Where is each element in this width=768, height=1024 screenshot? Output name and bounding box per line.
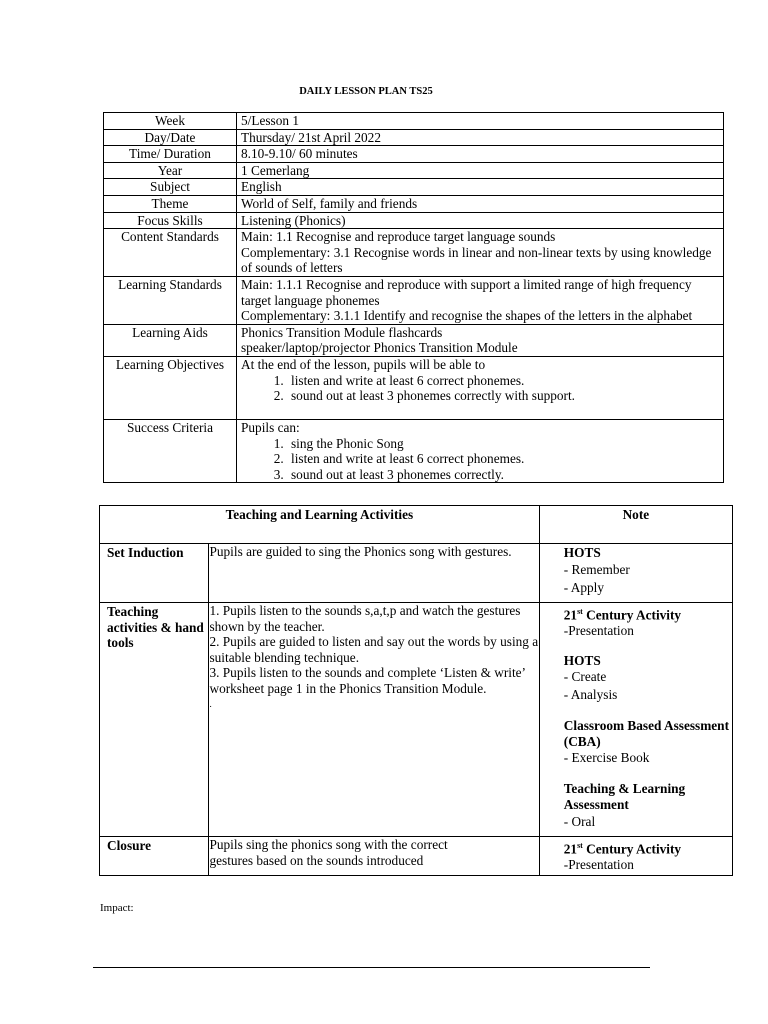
closure-note	[539, 837, 732, 876]
success-criteria-label: Success Criteria	[104, 419, 237, 482]
objectives-intro: At the end of the lesson, pupils will be able to	[241, 356, 486, 372]
teaching-label: Teaching activities & hand tools	[100, 603, 209, 837]
step-dot: .	[209, 698, 212, 709]
note-item: - Create	[563, 669, 607, 685]
step-2: 2. Pupils are guided to listen and say out the words by using a suitable blending technique.	[209, 634, 539, 665]
subject-label: Subject	[104, 179, 237, 196]
set-induction-note	[539, 544, 732, 603]
note-item: - Apply	[563, 579, 605, 595]
table-row	[104, 324, 724, 356]
time-label: Time/ Duration	[104, 146, 237, 163]
closure-label: Closure	[100, 837, 209, 876]
table-row	[104, 276, 724, 324]
table-row	[104, 146, 724, 163]
learning-aids-label: Learning Aids	[104, 324, 237, 356]
success-intro: Pupils can:	[241, 419, 300, 435]
learning-standards-value	[237, 276, 724, 324]
list-item: 1. listen and write at least 6 correct phonemes.	[287, 373, 719, 389]
theme-label: Theme	[104, 195, 237, 212]
closure-text	[209, 837, 539, 876]
day-value: Thursday/ 21st April 2022	[237, 129, 724, 146]
learning-aids-value	[237, 324, 724, 356]
learning-objectives-value	[237, 356, 724, 419]
note-item: - Analysis	[563, 687, 618, 703]
content-complementary: Complementary: 3.1 Recognise words in linear and non-linear texts by using knowledge of sounds of letters	[241, 244, 712, 276]
step-1: 1. Pupils listen to the sounds s,a,t,p and watch the gestures shown by the teacher.	[209, 603, 521, 634]
aids-line-2: speaker/laptop/projector Phonics Transition Module	[241, 340, 518, 356]
table-row	[104, 195, 724, 212]
learning-standards-label: Learning Standards	[104, 276, 237, 324]
aids-line-1: Phonics Transition Module flashcards	[241, 324, 443, 340]
note-21st-title: 21st Century Activity	[563, 841, 682, 857]
table-row	[100, 603, 733, 837]
content-standards-label: Content Standards	[104, 229, 237, 277]
note-item: - Oral	[563, 813, 596, 829]
table-row	[104, 129, 724, 146]
activities-table	[99, 505, 733, 876]
table-row	[104, 356, 724, 419]
list-item: 3. sound out at least 3 phonemes correctly.	[287, 467, 719, 483]
year-label: Year	[104, 162, 237, 179]
set-induction-label: Set Induction	[100, 544, 209, 603]
impact-line	[93, 967, 650, 968]
day-label: Day/Date	[104, 129, 237, 146]
success-criteria-value	[237, 419, 724, 482]
table-row	[104, 162, 724, 179]
focus-value: Listening (Phonics)	[237, 212, 724, 229]
learning-main: Main: 1.1.1 Recognise and reproduce with support a limited range of high frequency target language phonemes	[241, 276, 692, 308]
closure-line-2: gestures based on the sounds introduced	[209, 852, 424, 868]
list-item: 2. listen and write at least 6 correct phonemes.	[287, 451, 719, 467]
teaching-note	[539, 603, 732, 837]
table-row	[104, 229, 724, 277]
week-value: 5/Lesson 1	[237, 113, 724, 130]
note-tla-title: Teaching & Learning Assessment	[563, 781, 686, 812]
note-item: -Presentation	[563, 857, 634, 873]
time-value: 8.10-9.10/ 60 minutes	[237, 146, 724, 163]
step-3: 3. Pupils listen to the sounds and complete ‘Listen & write’ worksheet page 1 in the Phonics Transition Module.	[209, 665, 525, 696]
objectives-list	[241, 373, 719, 404]
table-row	[100, 837, 733, 876]
week-label: Week	[104, 113, 237, 130]
table-row	[104, 419, 724, 482]
table-row	[100, 544, 733, 603]
note-item: - Exercise Book	[563, 750, 650, 766]
note-item: - Remember	[563, 561, 630, 577]
table-row	[104, 212, 724, 229]
activities-header: Teaching and Learning Activities	[100, 506, 540, 544]
list-item: 1. sing the Phonic Song	[287, 436, 719, 452]
learning-complementary: Complementary: 3.1.1 Identify and recognise the shapes of the letters in the alphabet	[241, 308, 693, 324]
note-item: -Presentation	[563, 623, 634, 639]
lesson-info-table	[103, 112, 724, 483]
document-title: DAILY LESSON PLAN TS25	[299, 86, 433, 97]
success-list	[241, 436, 719, 483]
list-item: 2. sound out at least 3 phonemes correctly with support.	[287, 388, 719, 404]
content-main: Main: 1.1 Recognise and reproduce target language sounds	[241, 229, 556, 245]
content-standards-value	[237, 229, 724, 277]
closure-line-1: Pupils sing the phonics song with the correct	[209, 837, 448, 852]
set-induction-text: Pupils are guided to sing the Phonics song with gestures.	[209, 544, 539, 603]
theme-value: World of Self, family and friends	[237, 195, 724, 212]
table-row	[104, 179, 724, 196]
impact-label: Impact:	[100, 902, 134, 914]
note-hots-title: HOTS	[563, 652, 601, 668]
table-row	[104, 113, 724, 130]
focus-label: Focus Skills	[104, 212, 237, 229]
note-cba-title: Classroom Based Assessment (CBA)	[563, 718, 730, 749]
note-header: Note	[539, 506, 732, 544]
year-value: 1 Cemerlang	[237, 162, 724, 179]
note-hots-title: HOTS	[563, 545, 601, 560]
learning-objectives-label: Learning Objectives	[104, 356, 237, 419]
teaching-steps	[209, 603, 539, 837]
subject-value: English	[237, 179, 724, 196]
table-row	[100, 506, 733, 544]
note-21st-title: 21st Century Activity	[563, 607, 682, 623]
